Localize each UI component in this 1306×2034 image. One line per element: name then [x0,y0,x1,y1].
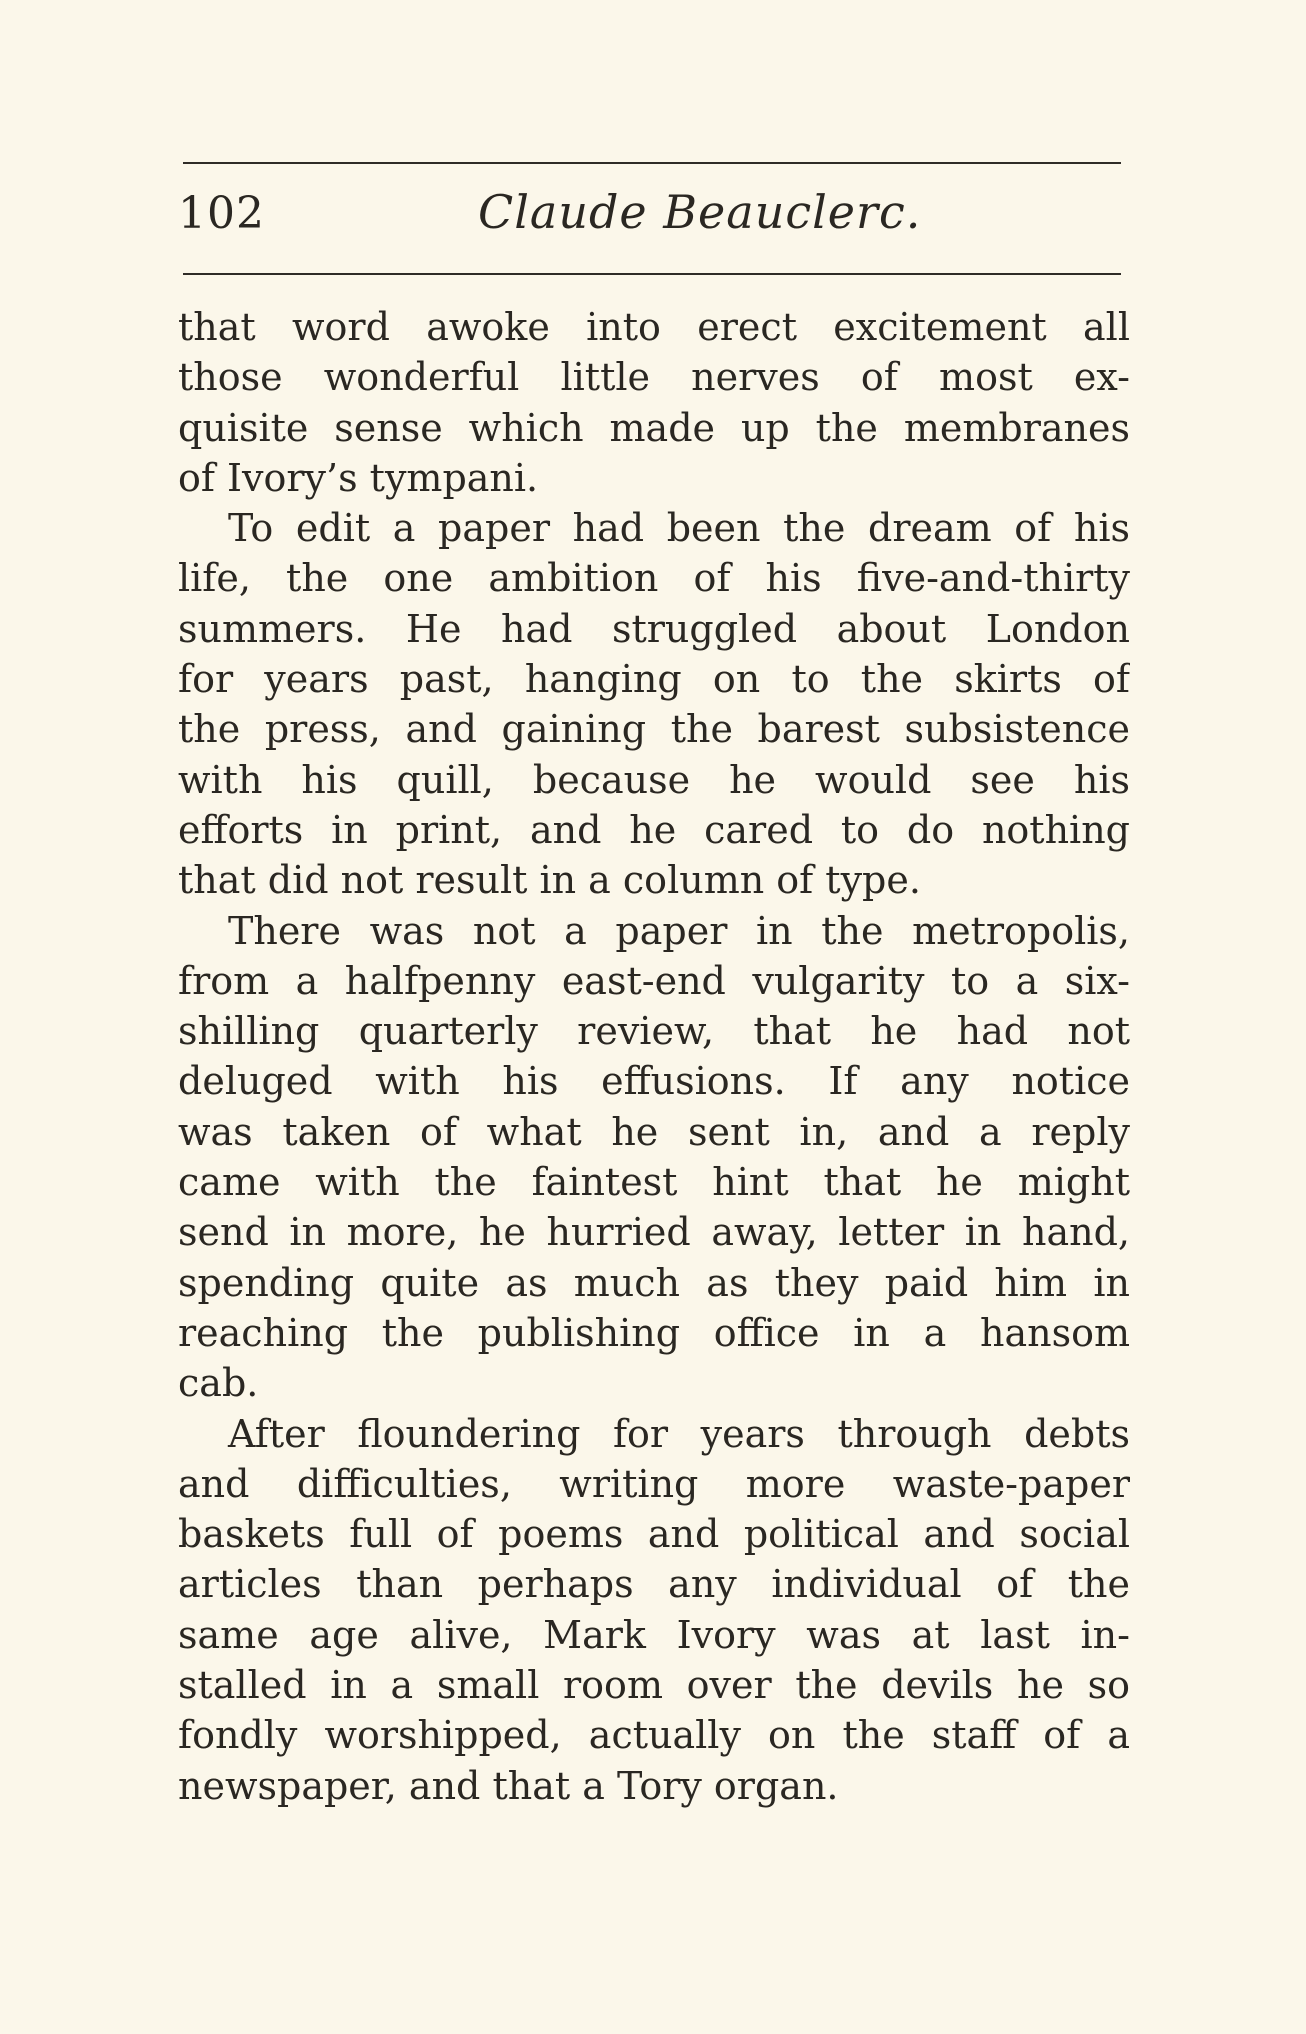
header-rule-bottom [183,273,1121,275]
page-number: 102 [178,188,265,239]
text-line: cab. [178,1361,259,1406]
text-line: newspaper, and that a Tory organ. [178,1763,839,1808]
body-text [178,302,1130,1811]
text-line: that word awoke into erect excitement all [178,305,1130,349]
book-title: Claude Beauclerc. [478,185,922,239]
text-line: from a halfpenny east-end vulgarity to a six- [178,958,1130,1003]
text-line: the press, and gaining the barest subsistence [178,707,1130,752]
text-line: baskets full of poems and political and social [178,1512,1130,1557]
text-line: fondly worshipped, actually on the staff of a [178,1713,1130,1758]
text-line: that did not result in a column of type. [178,858,921,903]
text-line: was taken of what he sent in, and a reply [178,1109,1130,1154]
text-line: send in more, he hurried away, letter in hand, [178,1210,1130,1255]
text-line: summers. He had struggled about London [178,606,1130,651]
header-rule-top [183,162,1121,164]
text-line: for years past, hanging on to the skirts of [178,657,1130,702]
text-line: articles than perhaps any individual of the [178,1562,1130,1607]
text-line: shilling quarterly review, that he had not [178,1009,1130,1054]
text-line: There was not a paper in the metropolis, [228,908,1130,953]
text-line: life, the one ambition of his five-and-thirty [178,556,1130,601]
text-line: efforts in print, and he cared to do nothing [178,807,1130,852]
text-line: To edit a paper had been the dream of his [228,506,1130,551]
text-line: those wonderful little nerves of most ex- [178,355,1130,400]
text-line: After floundering for years through debts [228,1411,1130,1456]
text-line: and difficulties, writing more waste-paper [178,1461,1130,1506]
text-line: of Ivory’s tympani. [178,455,539,500]
running-head [178,185,1128,255]
text-line: same age alive, Mark Ivory was at last in- [178,1612,1130,1657]
text-line: quisite sense which made up the membranes [178,405,1130,450]
text-line: came with the faintest hint that he might [178,1160,1130,1205]
text-line: reaching the publishing office in a hansom [178,1310,1130,1355]
text-line: with his quill, because he would see his [178,757,1130,802]
text-line: stalled in a small room over the devils he so [178,1663,1130,1708]
text-line: deluged with his effusions. If any notice [178,1059,1130,1104]
text-line: spending quite as much as they paid him in [178,1260,1130,1305]
